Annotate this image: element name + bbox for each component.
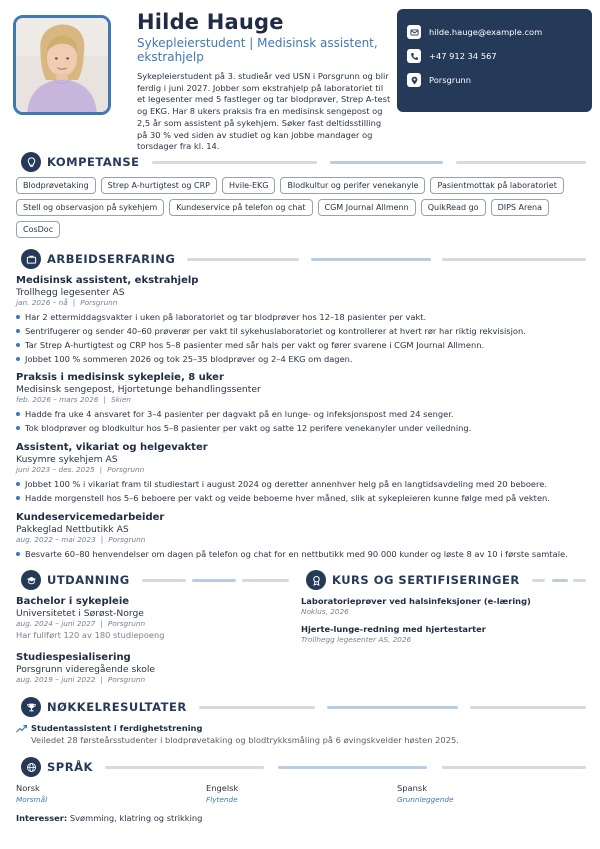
language-level: Grunnleggende [397, 795, 454, 804]
interests-value: Svømming, klatring og strikking [69, 813, 203, 823]
trophy-icon [21, 697, 41, 717]
job-meta: feb. 2026 – mars 2026 | Skien [16, 395, 131, 404]
experience-item [16, 372, 586, 435]
school: Porsgrunn videregående skole [16, 664, 156, 675]
job-role: Medisinsk assistent, ekstrahjelp [16, 275, 199, 286]
education-period: aug. 2024 – juni 2027 [16, 619, 96, 628]
course-title: Hjerte-lunge-redning med hjertestarter [301, 624, 486, 634]
course-title: Laboratorieprøver ved halsinfeksjoner (e-læring) [301, 596, 531, 606]
contact-phone[interactable]: +47 912 34 567 [429, 51, 497, 61]
section-title: SPRÅK [47, 760, 93, 774]
job-title: Sykepleierstudent | Medisinsk assistent, ekstrahjelp [137, 36, 378, 64]
skill-tag: Strep A-hurtigtest og CRP [101, 177, 217, 194]
section-title: KOMPETANSE [47, 155, 140, 169]
job-place: Skien [110, 395, 131, 404]
education-note: Har fullført 120 av 180 studiepoeng [16, 630, 165, 640]
experience-item [16, 512, 586, 561]
course-meta: Noklus, 2026 [301, 607, 349, 616]
result-item [16, 723, 586, 747]
course-item [301, 596, 586, 617]
job-bullets [16, 310, 586, 366]
skills-tag-list [16, 177, 586, 243]
job-bullet: Har 2 ettermiddagsvakter i uken på laboratoriet og tar blodprøver hos 12–18 pasienter per vakt. [16, 310, 586, 324]
job-role: Praksis i medisinsk sykepleie, 8 uker [16, 372, 224, 383]
location-pin-icon [407, 73, 421, 87]
employer: Medisinsk sengepost, Hjortetunge behandlingssenter [16, 384, 261, 395]
skill-tag: Stell og observasjon på sykehjem [16, 199, 164, 216]
job-role: Kundeservicemedarbeider [16, 512, 165, 523]
skill-tag: CosDoc [16, 221, 60, 238]
candidate-name: Hilde Hauge [137, 10, 284, 34]
degree: Studiespesialisering [16, 652, 131, 663]
language-item [397, 783, 454, 805]
employer: Trollhegg legesenter AS [16, 287, 125, 298]
trend-up-icon [16, 724, 27, 733]
job-bullet: Hadde fra uke 4 ansvaret for 3–4 pasienter per dagvakt på en lunge- og infeksjonspost med 24 senger. [16, 407, 586, 421]
education-place: Porsgrunn [107, 675, 146, 684]
section-header-experience [21, 249, 586, 269]
skill-tag: Hvile-EKG [222, 177, 276, 194]
job-bullet: Besvarte 60–80 henvendelser om dagen på telefon og chat for en nettbutikk med 90 000 kunder og løste 8 av 10 i første samtale. [16, 547, 586, 561]
job-bullet: Sentrifugerer og sender 40–60 prøverør per vakt til sykehuslaboratoriet og kontrollerer at hvert rør har riktig rekvisisjon. [16, 324, 586, 338]
job-bullets [16, 547, 586, 561]
employer: Kusymre sykehjem AS [16, 454, 118, 465]
contact-location-row [407, 72, 582, 88]
section-header-languages [21, 757, 586, 777]
section-header-skills [21, 152, 586, 172]
section-divider [142, 579, 289, 582]
interests [16, 813, 202, 823]
job-bullet: Jobbet 100 % i vikariat fram til studiestart i august 2024 og deretter annenhver helg på en langtidsavdeling med 20 beboere. [16, 477, 586, 491]
job-place: Porsgrunn [80, 298, 118, 307]
language-level: Flytende [206, 795, 238, 804]
graduation-cap-icon [21, 570, 41, 590]
globe-icon [21, 757, 41, 777]
contact-location: Porsgrunn [429, 75, 471, 85]
language-level: Morsmål [16, 795, 48, 804]
lightbulb-icon [21, 152, 41, 172]
job-place: Porsgrunn [107, 465, 145, 474]
job-period: juni 2023 – des. 2025 [16, 465, 95, 474]
job-bullet: Tok blodprøver og blodkultur hos 5–8 pasienter per vakt og satte 12 perifere venekanyler under veiledning. [16, 421, 586, 435]
job-meta: juni 2023 – des. 2025 | Porsgrunn [16, 465, 145, 474]
result-description: Veiledet 28 førsteårsstudenter i blodprøvetaking og blodtrykksmåling på 6 øvingskvelder høsten 2025. [31, 735, 459, 745]
phone-icon [407, 49, 421, 63]
job-bullet: Tar Strep A-hurtigtest og CRP hos 5–8 pasienter med sår hals per vakt og fører svarene i CGM Journal Allmenn. [16, 338, 586, 352]
skill-tag: DIPS Arena [491, 199, 549, 216]
education-item [16, 596, 286, 641]
result-title: Studentassistent i ferdighetstrening [31, 723, 203, 733]
certificate-icon [306, 570, 326, 590]
education-period: aug. 2019 – juni 2022 [16, 675, 96, 684]
job-role: Assistent, vikariat og helgevakter [16, 442, 208, 453]
section-divider [152, 161, 586, 164]
contact-phone-row[interactable] [407, 48, 582, 64]
job-period: jan. 2026 – nå [16, 298, 68, 307]
job-bullets [16, 477, 586, 505]
section-header-results [21, 697, 586, 717]
language-item [206, 783, 238, 805]
section-header-courses [306, 570, 586, 590]
education-meta: aug. 2024 – juni 2027 | Porsgrunn [16, 619, 146, 628]
language-name: Engelsk [206, 783, 239, 793]
language-item [16, 783, 47, 805]
school: Universitetet i Sørøst-Norge [16, 608, 144, 619]
experience-item [16, 275, 586, 366]
skill-tag: CGM Journal Allmenn [318, 199, 416, 216]
employer: Pakkeglad Nettbutikk AS [16, 524, 129, 535]
profile-summary: Sykepleierstudent på 3. studieår ved USN i Porsgrunn og blir ferdig i juni 2027. Jobber som ekstrahjelp på laboratoriet til et legesenter med 5 fastleger og tar blodprøver, Strep A-test og EKG. Har 8 ukers praksis fra en medisinsk sengepost og 2,5 år som assistent på sykehjem. Søker fast deltidsstilling på 30 % ved siden av studiet og kan jobbe mandager og torsdager fra kl. 14. [137, 71, 391, 152]
section-title: UTDANNING [47, 573, 130, 587]
course-meta: Trollhegg legesenter AS, 2026 [301, 635, 412, 644]
section-title: ARBEIDSERFARING [47, 252, 176, 266]
language-name: Norsk [16, 783, 40, 793]
section-title: NØKKELRESULTATER [47, 700, 187, 714]
skill-tag: Blodkultur og perifer venekanyle [280, 177, 425, 194]
language-name: Spansk [397, 783, 428, 793]
profile-photo [13, 15, 111, 115]
contact-email[interactable]: hilde.hauge@example.com [429, 27, 543, 37]
section-header-education [21, 570, 289, 590]
contact-box [397, 9, 592, 112]
degree: Bachelor i sykepleie [16, 596, 130, 607]
interests-label: Interesser: [16, 813, 68, 823]
job-bullet: Jobbet 100 % sommeren 2026 og tok 25–35 blodprøver og 2–4 EKG om dagen. [16, 352, 586, 366]
briefcase-icon [21, 249, 41, 269]
section-divider [105, 766, 586, 769]
job-period: feb. 2026 – mars 2026 [16, 395, 99, 404]
skill-tag: Pasientmottak på laboratoriet [430, 177, 563, 194]
skill-tag: Kundeservice på telefon og chat [169, 199, 312, 216]
section-divider [532, 579, 586, 582]
course-item [301, 624, 586, 645]
skill-tag: Blodprøvetaking [16, 177, 96, 194]
section-title: KURS OG SERTIFISERINGER [332, 573, 520, 587]
education-place: Porsgrunn [107, 619, 146, 628]
skill-tag: QuikRead go [421, 199, 486, 216]
section-divider [199, 706, 586, 709]
job-meta: jan. 2026 – nå | Porsgrunn [16, 298, 118, 307]
education-item [16, 652, 286, 685]
mail-icon [407, 25, 421, 39]
section-divider [187, 258, 586, 261]
education-meta: aug. 2019 – juni 2022 | Porsgrunn [16, 675, 146, 684]
job-bullets [16, 407, 586, 435]
job-place: Porsgrunn [108, 535, 146, 544]
contact-email-row[interactable] [407, 24, 582, 40]
job-meta: aug. 2022 – mai 2023 | Porsgrunn [16, 535, 146, 544]
experience-item [16, 442, 586, 505]
job-period: aug. 2022 – mai 2023 [16, 535, 96, 544]
job-bullet: Hadde morgenstell hos 5–6 beboere per vakt og veide beboerne hver måned, slik at sykepleieren kunne følge med på vekten. [16, 491, 586, 505]
